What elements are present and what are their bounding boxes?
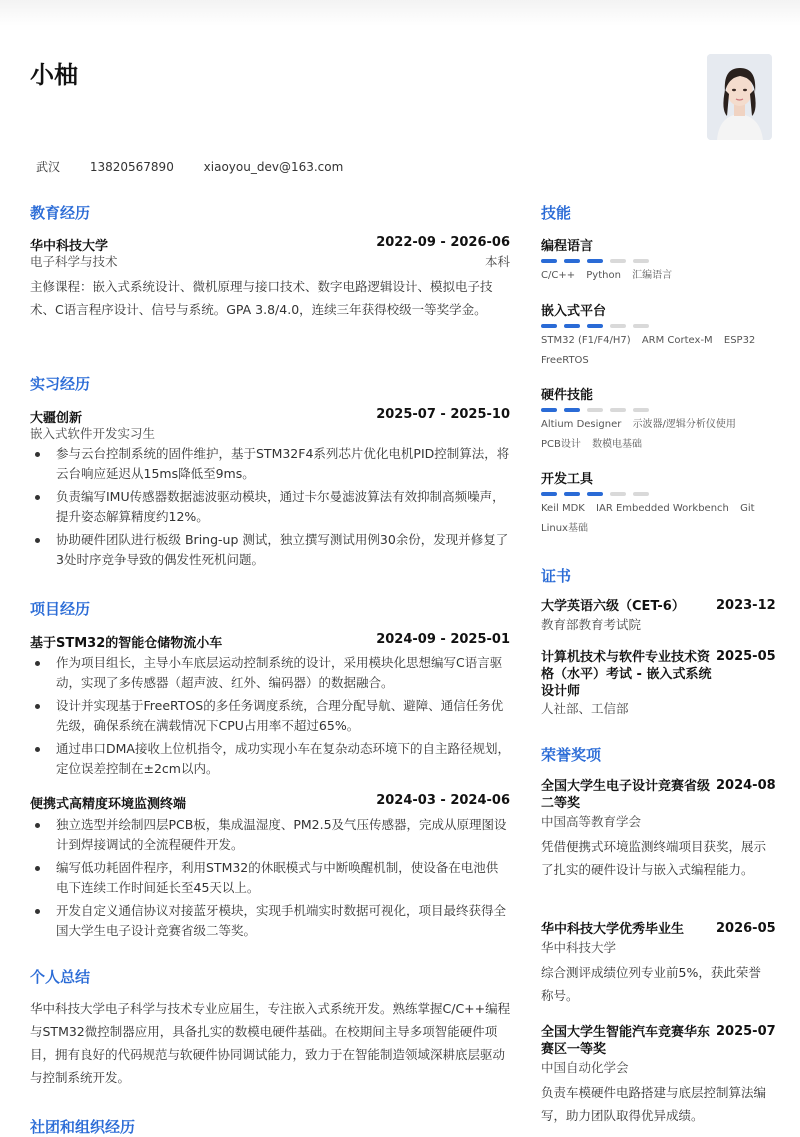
honor-issuer: 中国高等教育学会 xyxy=(541,814,642,829)
skill-level-dot xyxy=(587,408,603,412)
contact-phone: 13820567890 xyxy=(89,160,174,174)
honor-date: 2026-05 xyxy=(716,921,776,936)
project-bullets xyxy=(30,815,510,944)
skill-level-dot xyxy=(541,324,557,328)
education-date: 2022-09 - 2026-06 xyxy=(376,235,510,250)
skill-level-dot xyxy=(564,324,580,328)
contact-email: xiaoyou_dev@163.com xyxy=(203,160,344,174)
education-school: 华中科技大学 xyxy=(30,239,109,254)
internship-title: 实习经历 xyxy=(30,375,91,393)
education-desc: 主修课程：嵌入式系统设计、微机原理与接口技术、数字电路逻辑设计、模拟电子技术、C语言程序设计、信号与系统。GPA 3.8/4.0，连续三年获得校级一等奖学金。 xyxy=(30,279,493,317)
skill-group-name: 开发工具 xyxy=(541,472,594,487)
skill-level-dot xyxy=(541,492,557,496)
certificate-date: 2023-12 xyxy=(716,598,776,613)
contact-city: 武汉 xyxy=(36,160,61,174)
skill-tag: Altium Designer xyxy=(541,419,622,430)
skill-level-dot xyxy=(587,259,603,263)
skill-level-dot xyxy=(633,408,649,412)
skill-tag: IAR Embedded Workbench xyxy=(596,503,729,514)
portrait-image xyxy=(707,54,772,140)
certificates-title: 证书 xyxy=(541,567,572,585)
project-date: 2024-09 - 2025-01 xyxy=(376,632,510,647)
skill-level-dot xyxy=(610,492,626,496)
honor-desc: 凭借便携式环境监测终端项目获奖，展示了扎实的硬件设计与嵌入式编程能力。 xyxy=(541,839,767,877)
skill-level-dot xyxy=(610,324,626,328)
skill-tag: PCB设计 xyxy=(541,439,581,450)
education-degree: 本科 xyxy=(484,254,510,269)
skill-level-dot xyxy=(541,408,557,412)
project-name: 便携式高精度环境监测终端 xyxy=(30,797,187,812)
skill-tag: Git xyxy=(740,503,755,514)
list-item: 独立选型并绘制四层PCB板，集成温湿度、PM2.5及气压传感器，完成从原理图设计到焊接调试的全流程硬件开发。 xyxy=(30,815,510,855)
skill-tags xyxy=(541,499,781,539)
skill-group-name: 硬件技能 xyxy=(541,388,594,403)
certificate-date: 2025-05 xyxy=(716,649,776,664)
internship-bullets xyxy=(30,444,510,573)
skill-level-dot xyxy=(587,492,603,496)
skill-level-dot xyxy=(541,259,557,263)
skill-group-name: 编程语言 xyxy=(541,239,594,254)
skill-level-dot xyxy=(633,259,649,263)
skill-level-dot xyxy=(633,324,649,328)
certificate-issuer: 教育部教育考试院 xyxy=(541,617,642,632)
skill-level-dot xyxy=(564,492,580,496)
education-major: 电子科学与技术 xyxy=(30,254,118,269)
list-item: 协助硬件团队进行板级 Bring-up 测试，独立撰写测试用例30余份，发现并修复了3处时序竞争导致的偶发性死机问题。 xyxy=(30,530,510,570)
skill-level-dot xyxy=(564,408,580,412)
education-title: 教育经历 xyxy=(30,204,91,222)
project-bullets xyxy=(30,653,510,782)
candidate-name: 小柚 xyxy=(30,61,78,89)
skill-tags xyxy=(541,415,781,455)
skill-tag: Keil MDK xyxy=(541,503,585,514)
honor-name: 全国大学生电子设计竞赛省级二等奖 xyxy=(541,779,711,811)
contact-info xyxy=(36,158,369,175)
honor-date: 2024-08 xyxy=(716,778,776,793)
list-item: 负责编写IMU传感器数据滤波驱动模块，通过卡尔曼滤波算法有效抑制高频噪声，提升姿态解算精度约12%。 xyxy=(30,487,510,527)
internship-date: 2025-07 - 2025-10 xyxy=(376,407,510,422)
honor-desc: 综合测评成绩位列专业前5%，获此荣誉称号。 xyxy=(541,965,761,1003)
honor-date: 2025-07 xyxy=(716,1024,776,1039)
skill-tag: Python xyxy=(586,270,621,281)
honor-issuer: 华中科技大学 xyxy=(541,940,617,955)
internship-company: 大疆创新 xyxy=(30,411,83,426)
certificate-name: 计算机技术与软件专业技术资格（水平）考试 - 嵌入式系统设计师 xyxy=(541,650,712,699)
clubs-title: 社团和组织经历 xyxy=(30,1118,136,1136)
project-name: 基于STM32的智能仓储物流小车 xyxy=(30,636,223,651)
skill-level-dot xyxy=(564,259,580,263)
honor-name: 华中科技大学优秀毕业生 xyxy=(541,922,685,937)
skill-tag: ESP32 xyxy=(723,335,756,346)
skill-level-dot xyxy=(610,259,626,263)
summary-title: 个人总结 xyxy=(30,968,91,986)
projects-title: 项目经历 xyxy=(30,600,91,618)
summary-text: 华中科技大学电子科学与技术专业应届生，专注嵌入式系统开发。熟练掌握C/C++编程与STM32微控制器应用，具备扎实的数模电硬件基础。在校期间主导多项智能硬件项目，拥有良好的代码规范与软硬件协同调试能力，致力于在智能制造领域深耕底层驱动与控制系统开发。 xyxy=(30,1001,511,1085)
skill-level-dot xyxy=(633,492,649,496)
list-item: 参与云台控制系统的固件维护，基于STM32F4系列芯片优化电机PID控制算法，将云台响应延迟从15ms降低至9ms。 xyxy=(30,444,510,484)
skill-level-dot xyxy=(610,408,626,412)
skill-tag: 数模电基础 xyxy=(592,439,643,450)
page-top-shade xyxy=(0,0,800,26)
list-item: 作为项目组长，主导小车底层运动控制系统的设计，采用模块化思想编写C语言驱动，实现了多传感器（超声波、红外、编码器）的数据融合。 xyxy=(30,653,510,693)
list-item: 开发自定义通信协议对接蓝牙模块，实现手机端实时数据可视化，项目最终获得全国大学生电子设计竞赛省级二等奖。 xyxy=(30,901,510,941)
skill-tag: FreeRTOS xyxy=(541,355,589,366)
honor-name: 全国大学生智能汽车竞赛华东赛区一等奖 xyxy=(541,1025,711,1057)
skill-tag: 汇编语言 xyxy=(632,270,673,281)
skill-tags xyxy=(541,266,781,286)
project-date: 2024-03 - 2024-06 xyxy=(376,793,510,808)
skill-group-name: 嵌入式平台 xyxy=(541,304,607,319)
list-item: 设计并实现基于FreeRTOS的多任务调度系统，合理分配导航、避障、通信任务优先级，确保系统在满载情况下CPU占用率不超过65%。 xyxy=(30,696,510,736)
internship-role: 嵌入式软件开发实习生 xyxy=(30,426,156,441)
skill-tag: Linux基础 xyxy=(541,523,588,534)
skill-tags xyxy=(541,331,781,371)
honors-title: 荣誉奖项 xyxy=(541,746,602,764)
skill-tag: ARM Cortex-M xyxy=(641,335,713,346)
honor-desc: 负责车模硬件电路搭建与底层控制算法编写，助力团队取得优异成绩。 xyxy=(541,1085,767,1123)
certificate-name: 大学英语六级（CET-6） xyxy=(541,599,685,614)
skill-tag: C/C++ xyxy=(541,270,576,281)
list-item: 编写低功耗固件程序，利用STM32的休眠模式与中断唤醒机制，使设备在电池供电下连续工作时间延长至45天以上。 xyxy=(30,858,510,898)
skill-tag: STM32 (F1/F4/H7) xyxy=(541,335,631,346)
certificate-issuer: 人社部、工信部 xyxy=(541,701,629,716)
skills-title: 技能 xyxy=(541,204,572,222)
list-item: 通过串口DMA接收上位机指令，成功实现小车在复杂动态环境下的自主路径规划，定位误差控制在±2cm以内。 xyxy=(30,739,510,779)
skill-tag: 示波器/逻辑分析仪使用 xyxy=(632,419,736,430)
skill-level-dot xyxy=(587,324,603,328)
honor-issuer: 中国自动化学会 xyxy=(541,1060,629,1075)
profile-photo xyxy=(707,54,772,140)
